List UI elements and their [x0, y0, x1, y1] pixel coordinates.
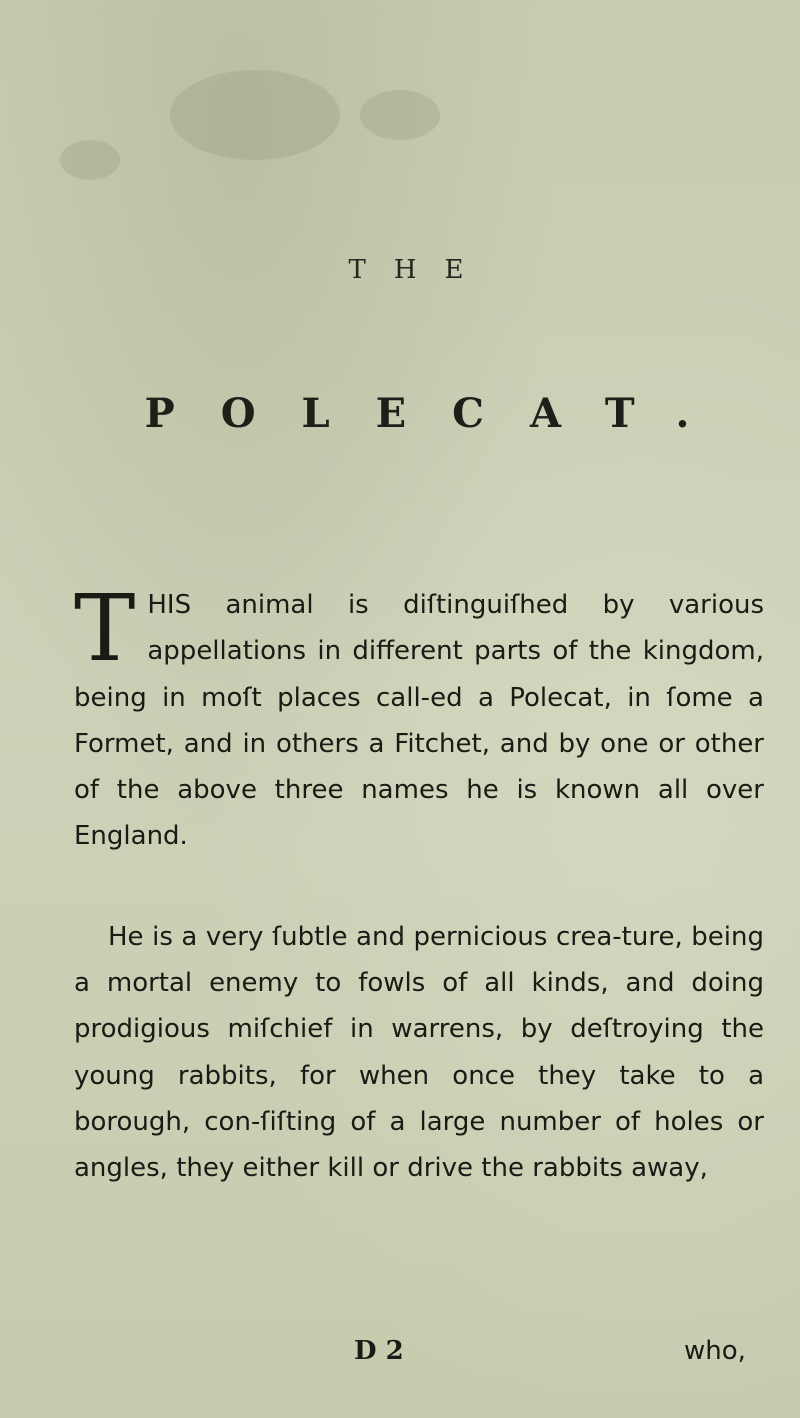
- page-stain: [170, 70, 340, 160]
- header-the: THE: [348, 255, 492, 285]
- paragraph-1-text: HIS animal is diſtinguiſhed by various appellations in different parts of the kingdom, being in moſt places call-ed a Polecat, in ſome a Formet, and in others a Fitchet, and by one or other of the above three names he is known all over England.: [74, 590, 764, 852]
- paragraph-2: He is a very ſubtle and pernicious crea-ture, being a mortal enemy to fowls of all kinds, and doing prodigious miſchief in warrens, by deſtroying the young rabbits, for when once they take to a borough, con-ſiſting of a large number of holes or angles, they either kill or drive the rabbits away,: [74, 921, 764, 1184]
- page-stain: [360, 90, 440, 140]
- body-text: [74, 575, 764, 1192]
- page-stain: [60, 140, 120, 180]
- page-title: POLECAT.: [144, 390, 736, 437]
- catchword: who,: [684, 1336, 746, 1366]
- signature-mark: D 2: [354, 1336, 404, 1366]
- drop-cap: T: [74, 575, 136, 682]
- paragraph-1: [74, 575, 764, 860]
